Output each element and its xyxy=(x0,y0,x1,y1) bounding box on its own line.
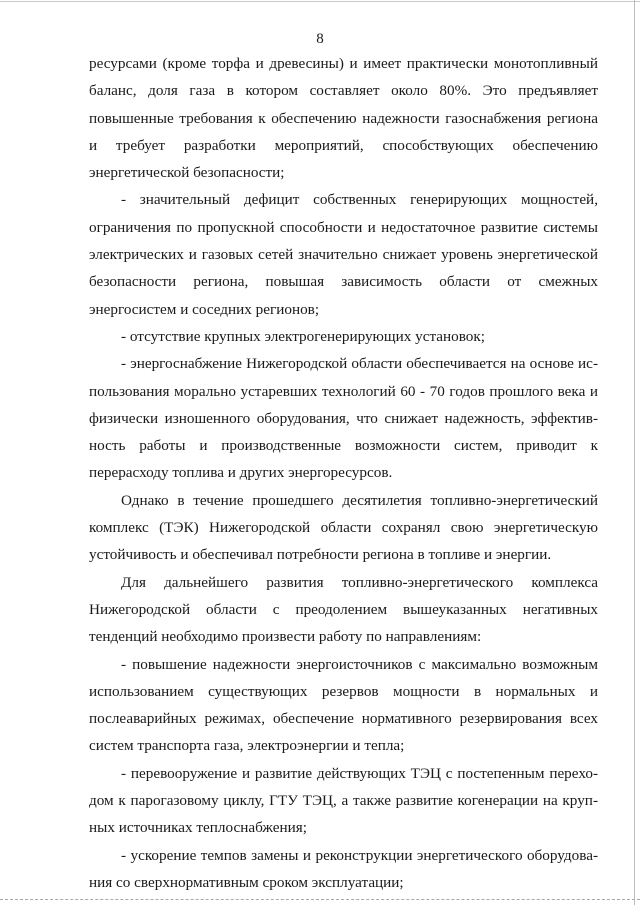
paragraph-reliability: - повышение надежности энергоисточников с максимально возможным использованием существующих резервов мощности в нормальных и послеаварийных режимах, обеспечение нормативного резервирования всех систем транспорта газа, электроэнергии и тепла; xyxy=(89,655,598,755)
paragraph-equipment-replacement: - ускорение темпов замены и реконструкции энергетического оборудования со сверхнормативным сроком эксплуатации; xyxy=(89,846,598,891)
paragraph-chp-modernization: - перевооружение и развитие действующих ТЭЦ с постепенным переходом к парогазовому циклу, ГТУ ТЭЦ, а также развитие когенерации на крупных источниках теплоснабжения; xyxy=(89,764,598,837)
page-number: 8 xyxy=(316,31,324,47)
paragraph-continuation: ресурсами (кроме торфа и древесины) и имеет практически монотопливный баланс, доля газа в котором составляет около 80%. Это предъявляет повышенные требования к обеспечению надежности газоснабжения региона и требует разработки мероприятий, способствующих обеспечению энергетической безопасности; xyxy=(89,55,598,182)
page-top-edge xyxy=(0,1,640,2)
page-bottom-edge xyxy=(0,899,640,900)
paragraph-fec-stability: Однако в течение прошедшего десятилетия топливно-энергетический комплекс (ТЭК) Нижегородской области сохранял свою энергетическую устойчивость и обеспечивал потребности региона в топливе и энергии. xyxy=(89,491,598,564)
paragraph-development-directions: Для дальнейшего развития топливно-энергетического комплекса Нижегородской области с преодолением вышеуказанных негативных тенденций необходимо произвести работу по направлениям: xyxy=(89,573,598,646)
paragraph-outdated-tech: - энергоснабжение Нижегородской области обеспечивается на основе использования морально устаревших технологий 60 - 70 годов прошлого века и физически изношенного оборудования, что снижает надежность, эффективность работы и производственные возможности систем, приводит к перерасходу топлива и других энергоресурсов. xyxy=(89,355,598,482)
paragraph-no-large-units: - отсутствие крупных электрогенерирующих установок; xyxy=(121,327,485,345)
document-body xyxy=(89,50,598,896)
page-right-edge xyxy=(634,0,635,905)
paragraph-generation-deficit: - значительный дефицит собственных генерирующих мощностей, ограничения по пропускной способности и недостаточное развитие системы электрических и газовых сетей значительно снижает уровень энергетической безопасности региона, повышая зависимость области от смежных энергосистем и соседних регионов; xyxy=(89,191,598,318)
